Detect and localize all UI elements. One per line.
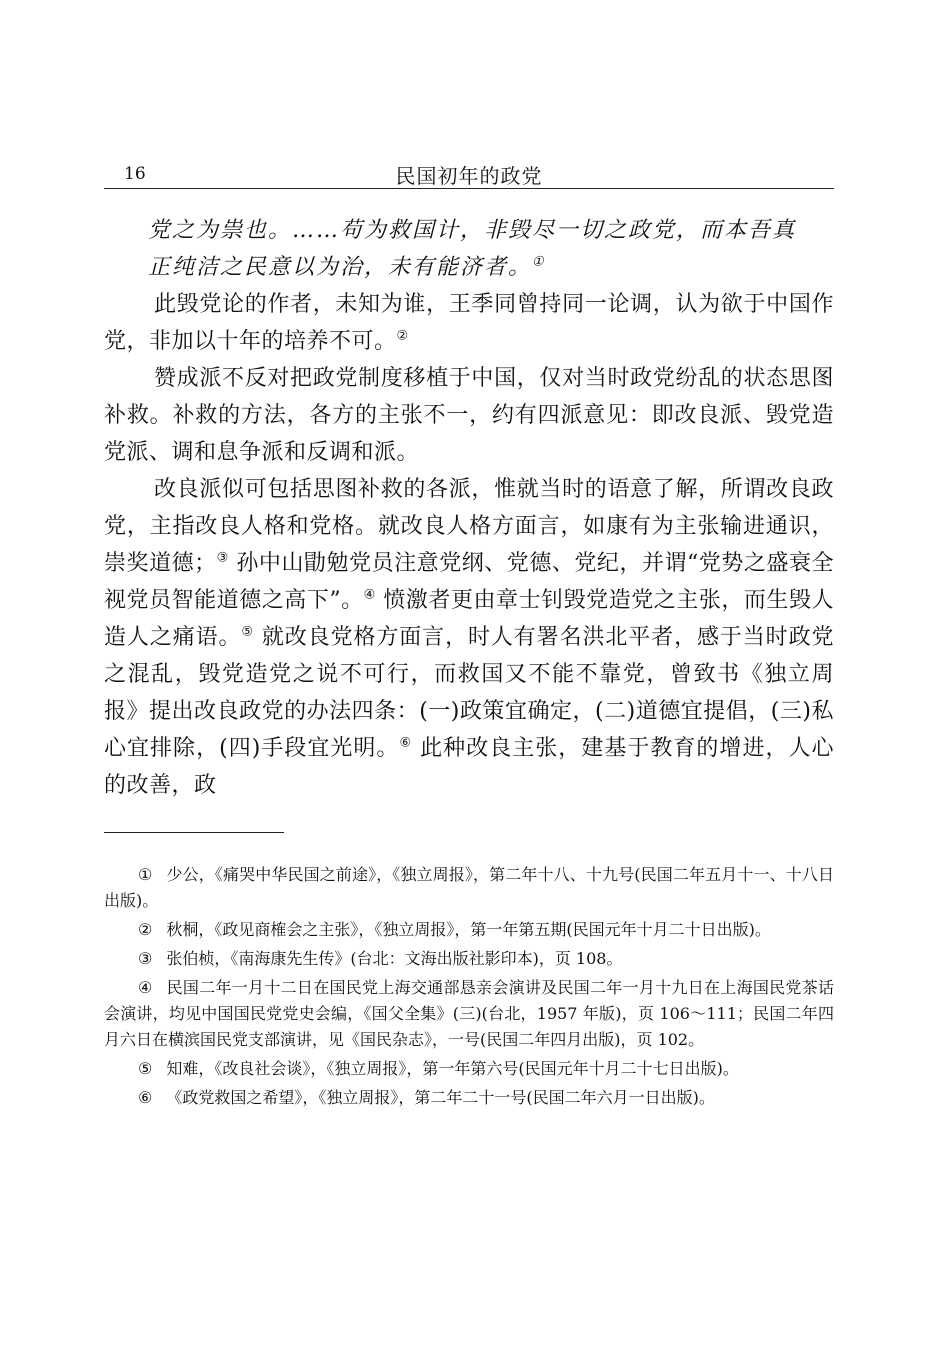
footnote: ③ 张伯桢，《南海康先生传》(台北：文海出版社影印本)，页 108。 <box>138 949 623 968</box>
paragraph: 此毁党论的作者，未知为谁，王季同曾持同一论调，认为欲于中国作党，非加以十年的培养不可。② <box>104 292 834 354</box>
page-number: 16 <box>124 164 146 184</box>
footnote-ref: ⑤ <box>241 624 254 640</box>
footnote-mark: ① <box>138 865 153 884</box>
footnote: ② 秋桐，《政见商榷会之主张》，《独立周报》，第一年第五期(民国元年十月二十日出版)。 <box>138 920 771 939</box>
footnote-divider <box>104 832 284 833</box>
footnote-ref: ③ <box>216 550 229 566</box>
footnote-ref: ① <box>532 254 546 270</box>
footnote-ref: ④ <box>363 587 376 603</box>
page-header <box>104 158 834 189</box>
footnote-mark: ③ <box>138 949 153 968</box>
quote-line: 正纯洁之民意以为治，未有能济者。① <box>148 254 546 280</box>
quote-line: 党之为祟也。……苟为救国计，非毁尽一切之政党，而本吾真 <box>148 218 797 243</box>
running-title: 民国初年的政党 <box>395 164 543 188</box>
footnote: ⑥ 《政党救国之希望》，《独立周报》，第二年二十一号(民国二年六月一日出版)。 <box>138 1088 715 1107</box>
footnote: ① 少公，《痛哭中华民国之前途》，《独立周报》，第二年十八、十九号(民国二年五月十一、十八日出版)。 <box>104 865 834 910</box>
footnotes <box>104 862 834 1114</box>
paragraph: 改良派似可包括思图补救的各派，惟就当时的语意了解，所谓改良政党，主指改良人格和党格。就改良人格方面言，如康有为主张输进通识，崇奖道德；③ 孙中山勖勉党员注意党纲、党德、党纪，并谓“党势之盛衰全视党员智能道德之高下”。④ 愤激者更由章士钊毁党造党之主张，而生毁人造人之痛语。⑤ 就改良党格方面言，时人有署名洪北平者，感于当时政党之混乱，毁党造党之说不可行，而救国又不能不靠党，曾致书《独立周报》提出改良政党的办法四条：(一)政策宜确定，(二)道德宜提倡，(三)私心宜排除，(四)手段宜光明。⑥ 此种改良主张，建基于教育的增进，人心的改善，政 <box>104 477 835 798</box>
footnote-ref: ⑥ <box>399 735 413 751</box>
footnote: ⑤ 知难，《改良社会谈》，《独立周报》，第一年第六号(民国元年十月二十七日出版)。 <box>138 1059 739 1078</box>
footnote-mark: ② <box>138 920 153 939</box>
block-quote <box>104 212 834 286</box>
footnote-mark: ⑥ <box>138 1088 153 1107</box>
body-text <box>104 212 834 804</box>
footnote-ref: ② <box>396 328 409 344</box>
paragraph: 赞成派不反对把政党制度移植于中国，仅对当时政党纷乱的状态思图补救。补救的方法，各方的主张不一，约有四派意见：即改良派、毁党造党派、调和息争派和反调和派。 <box>104 366 834 465</box>
footnote-mark: ⑤ <box>138 1059 153 1078</box>
footnote-mark: ④ <box>138 978 153 997</box>
footnote: ④ 民国二年一月十二日在国民党上海交通部恳亲会演讲及民国二年一月十九日在上海国民党茶话会演讲，均见中国国民党党史会编，《国父全集》(三)(台北，1957 年版)，页 106～111；民国二年四月六日在横滨国民党支部演讲，见《国民杂志》，一号(民国二年四月出版)，页 102。 <box>104 978 834 1049</box>
